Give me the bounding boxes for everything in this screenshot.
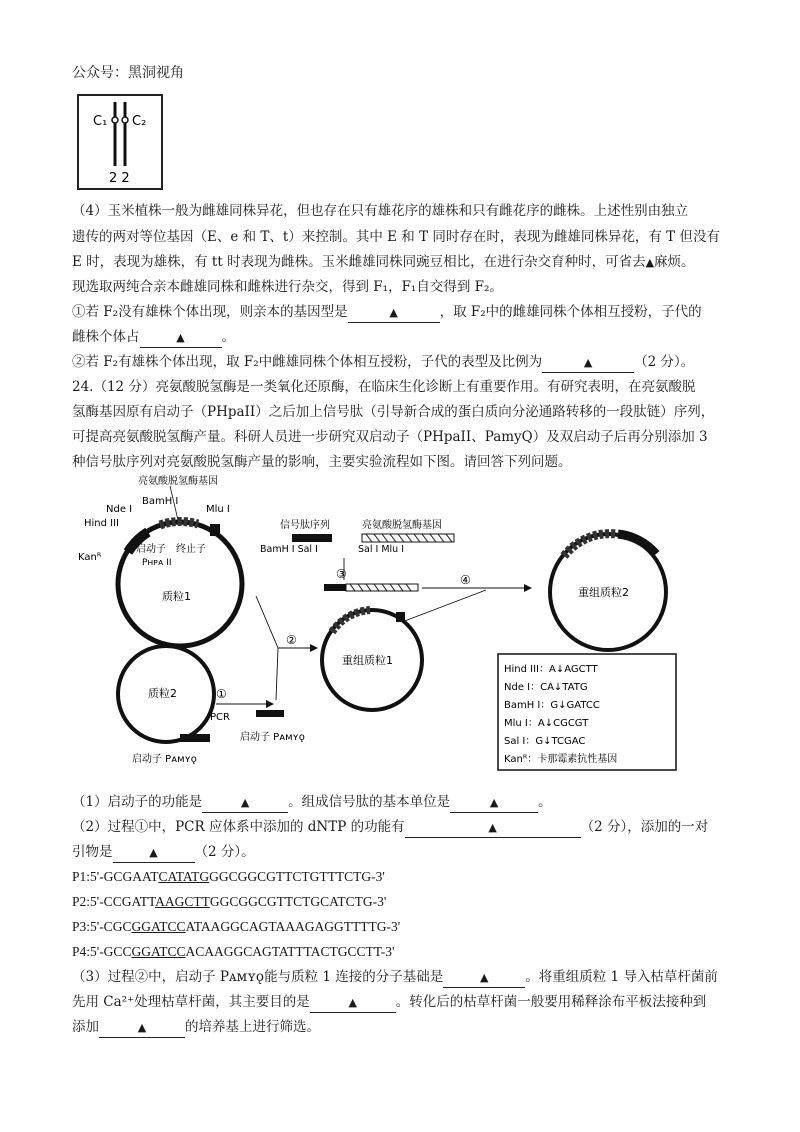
promoter-label: 启动子 [136,544,166,555]
chromosome-right-label: C₂ [132,114,147,129]
nde-label: Nde I [106,504,133,515]
enzyme-legend [504,664,617,765]
legend-row: Hind III：A↓AGCTT [504,664,598,675]
fused-signal-block [324,584,346,591]
recombinant-plasmid-1-label: 重组质粒1 [342,654,393,667]
terminator-block [210,524,220,536]
watermark-text: 公众号：黑洞视角 [72,65,184,81]
sal-mlu-label: Sal I Mlu I [358,544,405,555]
gene-title-label: 亮氨酸脱氢酶基因 [138,476,218,487]
q24-line-4: 种信号肽序列对亮氨酸脱氢酶产量的影响，主要实验流程如下图。请回答下列问题。 [72,454,572,470]
q24-line-3: 可提高亮氨酸脱氢酶产量。科研人员进一步研究双启动子（PHpaII、PamyQ）及双启动子后再分别添加 3 [72,429,708,445]
q4-line-3: E 时，表现为雄株，有 tt 时表现为雌株。玉米雌雄同株同豌豆相比，在进行杂交育种时，可省去▲麻烦。 [72,254,695,270]
step-3-label: ③ [336,567,347,581]
step-1-label: ① [216,687,227,701]
q4-line-1: （4）玉米植株一般为雌雄同株异花，但也存在只有雄花序的雄株和只有雌花序的雌株。上述性别由独立 [72,203,689,219]
answer-blank[interactable]: ▲ [310,993,396,1013]
pamyq-block [180,734,210,742]
experiment-flow-diagram [70,472,730,772]
q24-sub-3: （3）过程②中，启动子 Pᴀᴍʏǫ能与质粒 1 连接的分子基础是 ▲ 。将重组质粒 1 导入枯草杆菌前 [72,968,718,988]
q24-sub-2: （2）过程①中，PCR 应体系中添加的 dNTP 的功能有 ▲ （2 分），添加的一对 [72,818,708,838]
legend-row: Nde I：CA↓TATG [504,682,588,693]
terminator-label: 终止子 [176,544,206,555]
recombinant-plasmid-2-label: 重组质粒2 [578,586,629,599]
q24-line-2: 氢酶基因原有启动子（PHpaII）之后加上信号肽（引导新合成的蛋白质向分泌通路转移的一段肽链）序列， [72,404,715,420]
q4-sub-1-cont: 雌株个体占 ▲ 。 [72,328,235,348]
q24-line-1: 24.（12 分）亮氨酸脱氢酶是一类氧化还原酶，在临床生化诊断上有重要作用。有研究表明，在亮氨酸脱 [72,379,696,395]
q4-sub-2: ②若 F₂有雄株个体出现，取 F₂中雌雄同株个体相互授粉，子代的表型及比例为 ▲ （2 分）。 [72,353,694,373]
answer-blank[interactable]: ▲ [99,1018,185,1038]
q24-sub-3-end: 添加 ▲ 的培养基上进行筛选。 [72,1018,320,1038]
q4-line-2: 遗传的两对等位基因（E、e 和 T、t）来控制。其中 E 和 T 同时存在时，表现为雌雄同株异花，有 T 但没有 [72,229,720,245]
primer-p3: P3:5'-CGCGGATCCATAAGGCAGTAAAGAGGTTTTG-3' [72,919,401,934]
answer-blank[interactable]: ▲ [542,353,634,373]
chromosome-left-label: C₁ [93,114,108,129]
answer-blank[interactable]: ▲ [113,843,195,863]
signal-peptide-block [292,534,332,542]
signal-sequence-label: 信号肽序列 [280,520,330,531]
enzyme-gene-block [362,534,454,542]
chromosome-figure [77,94,163,190]
answer-blank[interactable]: ▲ [348,303,440,323]
step-2-label: ② [286,633,297,647]
pcr-label: PCR [210,712,230,723]
promoter-pamyq-fragment-label: 启动子 Pᴀᴍʏǫ [240,732,305,743]
kan-label: Kanᴿ [78,552,102,563]
answer-blank[interactable]: ▲ [405,818,581,838]
plasmid-2-label: 质粒2 [148,687,177,700]
promoter-pamyq-origin-label: 启动子 Pᴀᴍʏǫ [132,754,197,765]
answer-blank[interactable]: ▲ [450,793,538,813]
q24-sub-2-cont: 引物是 ▲ （2 分）。 [72,843,255,863]
legend-row: Mlu I：A↓CGCGT [504,718,589,729]
q4-sub-1: ①若 F₂没有雄株个体出现，则亲本的基因型是 ▲ ，取 F₂中的雌雄同株个体相互授粉，子代的 [72,303,702,323]
answer-marker: ▲ [645,256,655,269]
answer-blank[interactable]: ▲ [202,793,288,813]
q4-line-4: 现选取两纯合亲本雌雄同株和雌株进行杂交，得到 F₁，F₁自交得到 F₂。 [72,279,503,295]
primer-p1: P1:5'-GCGAATCATATGGGCGGCGTTCTGTTTCTG-3' [72,869,385,884]
answer-blank[interactable]: ▲ [140,328,222,348]
legend-row: BamH I：G↓GATCC [504,700,600,711]
q24-sub-1: （1）启动子的功能是 ▲ 。组成信号肽的基本单位是 ▲ 。 [72,793,552,813]
plasmid-1-label: 质粒1 [162,590,191,603]
legend-row: Kanᴿ：卡那霉素抗性基因 [504,754,618,765]
enzyme-gene-label: 亮氨酸脱氢酶基因 [362,520,442,531]
primer-p2: P2:5'-CCGATTAAGCTTGGCGGCGTTCTGCATCTG-3' [72,894,387,909]
bam-label: BamH I [142,496,179,507]
mlu-label: Mlu I [206,504,230,515]
phpa-label: Pʜᴘᴀ II [142,558,172,568]
step-4-label: ④ [460,573,471,587]
q24-sub-3-cont: 先用 Ca²⁺处理枯草杆菌，其主要目的是 ▲ 。转化后的枯草杆菌一般要用稀释涂布平板法接种到 [72,993,706,1013]
bam-sal-label: BamH I Sal I [260,544,318,555]
chromosome-bottom-label: 2 2 [109,171,130,186]
primer-p4: P4:5'-GCCGGATCCACAAGGCAGTATTTACTGCCTT-3' [72,944,395,959]
pamyq-fragment [256,710,284,717]
answer-blank[interactable]: ▲ [443,968,525,988]
legend-row: Sal I：G↓TCGAC [504,736,586,747]
hind-label: Hind III [84,518,120,529]
